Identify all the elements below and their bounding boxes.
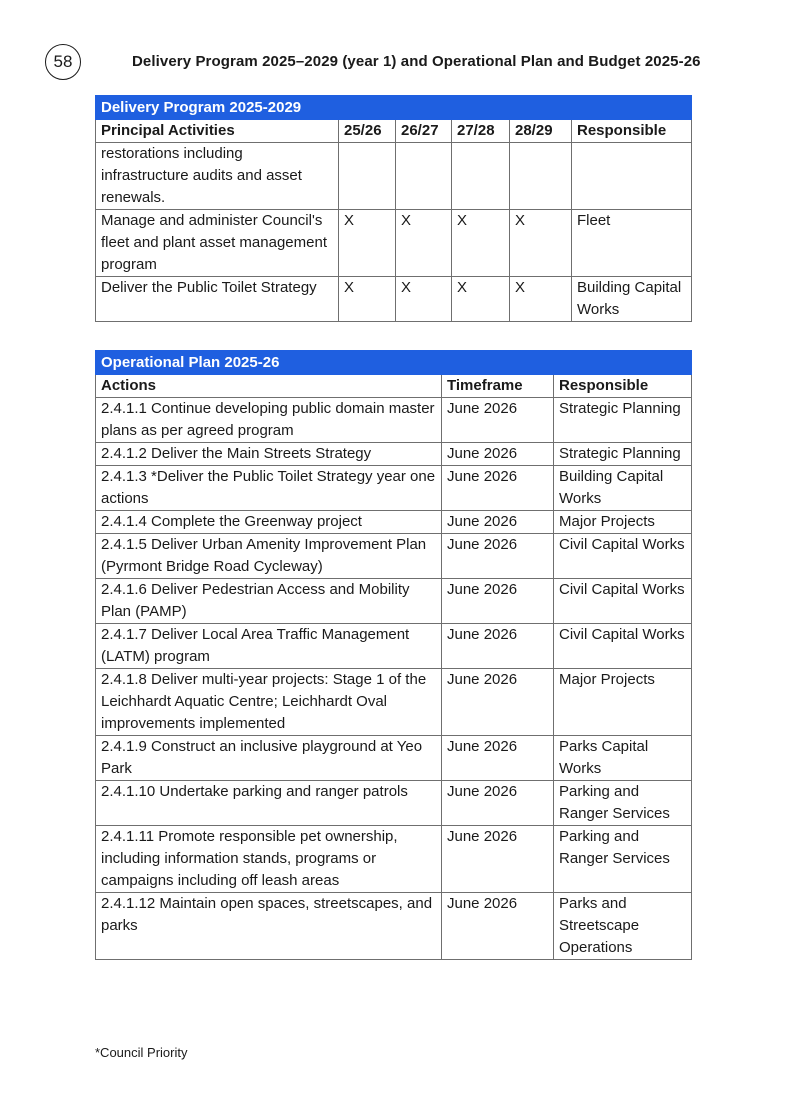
- responsible-cell: [572, 143, 692, 210]
- action-cell: 2.4.1.7 Deliver Local Area Traffic Management (LATM) program: [96, 624, 442, 669]
- action-cell: 2.4.1.5 Deliver Urban Amenity Improvement Plan (Pyrmont Bridge Road Cycleway): [96, 534, 442, 579]
- responsible-cell: Strategic Planning: [554, 398, 692, 443]
- column-header-27-28: 27/28: [452, 120, 510, 143]
- responsible-cell: Strategic Planning: [554, 443, 692, 466]
- year-mark-cell: X: [452, 210, 510, 277]
- year-mark-cell: [452, 143, 510, 210]
- timeframe-cell: June 2026: [442, 398, 554, 443]
- table-row: [96, 579, 692, 624]
- year-mark-cell: X: [396, 210, 452, 277]
- responsible-cell: Civil Capital Works: [554, 534, 692, 579]
- year-mark-cell: [510, 143, 572, 210]
- action-cell: 2.4.1.9 Construct an inclusive playground at Yeo Park: [96, 736, 442, 781]
- year-mark-cell: X: [452, 277, 510, 322]
- action-cell: 2.4.1.3 *Deliver the Public Toilet Strategy year one actions: [96, 466, 442, 511]
- responsible-cell: Civil Capital Works: [554, 579, 692, 624]
- delivery-program-header-row: [96, 120, 692, 143]
- column-header-responsible: Responsible: [554, 375, 692, 398]
- timeframe-cell: June 2026: [442, 511, 554, 534]
- table-row: [96, 143, 692, 210]
- responsible-cell: Major Projects: [554, 511, 692, 534]
- responsible-cell: Major Projects: [554, 669, 692, 736]
- operational-plan-banner-row: [96, 351, 692, 375]
- timeframe-cell: June 2026: [442, 781, 554, 826]
- activity-cell: restorations including infrastructure audits and asset renewals.: [96, 143, 339, 210]
- operational-plan-table: [95, 350, 692, 960]
- timeframe-cell: June 2026: [442, 826, 554, 893]
- table-row: [96, 277, 692, 322]
- action-cell: 2.4.1.10 Undertake parking and ranger patrols: [96, 781, 442, 826]
- timeframe-cell: June 2026: [442, 736, 554, 781]
- table-row: [96, 826, 692, 893]
- year-mark-cell: X: [396, 277, 452, 322]
- operational-plan-rows: [96, 398, 692, 960]
- operational-plan-banner: Operational Plan 2025-26: [96, 351, 692, 375]
- activity-cell: Manage and administer Council's fleet and plant asset management program: [96, 210, 339, 277]
- action-cell: 2.4.1.12 Maintain open spaces, streetscapes, and parks: [96, 893, 442, 960]
- table-row: [96, 669, 692, 736]
- timeframe-cell: June 2026: [442, 579, 554, 624]
- delivery-program-rows: [96, 143, 692, 322]
- delivery-program-table: [95, 95, 692, 322]
- timeframe-cell: June 2026: [442, 466, 554, 511]
- page-number: 58: [45, 44, 81, 80]
- table-row: [96, 781, 692, 826]
- year-mark-cell: X: [339, 277, 396, 322]
- table-row: [96, 443, 692, 466]
- table-row: [96, 210, 692, 277]
- footnote: *Council Priority: [95, 1045, 188, 1060]
- operational-plan-header-row: [96, 375, 692, 398]
- column-header-responsible: Responsible: [572, 120, 692, 143]
- responsible-cell: Civil Capital Works: [554, 624, 692, 669]
- table-row: [96, 624, 692, 669]
- column-header-timeframe: Timeframe: [442, 375, 554, 398]
- responsible-cell: Building Capital Works: [572, 277, 692, 322]
- year-mark-cell: [396, 143, 452, 210]
- table-row: [96, 893, 692, 960]
- page-title: Delivery Program 2025–2029 (year 1) and Operational Plan and Budget 2025-26: [132, 53, 701, 70]
- table-row: [96, 736, 692, 781]
- year-mark-cell: X: [339, 210, 396, 277]
- delivery-program-banner-row: [96, 96, 692, 120]
- timeframe-cell: June 2026: [442, 624, 554, 669]
- action-cell: 2.4.1.4 Complete the Greenway project: [96, 511, 442, 534]
- timeframe-cell: June 2026: [442, 534, 554, 579]
- action-cell: 2.4.1.1 Continue developing public domain master plans as per agreed program: [96, 398, 442, 443]
- column-header-principal-activities: Principal Activities: [96, 120, 339, 143]
- year-mark-cell: [339, 143, 396, 210]
- responsible-cell: Fleet: [572, 210, 692, 277]
- responsible-cell: Building Capital Works: [554, 466, 692, 511]
- column-header-actions: Actions: [96, 375, 442, 398]
- responsible-cell: Parks and Streetscape Operations: [554, 893, 692, 960]
- timeframe-cell: June 2026: [442, 669, 554, 736]
- table-row: [96, 398, 692, 443]
- activity-cell: Deliver the Public Toilet Strategy: [96, 277, 339, 322]
- column-header-26-27: 26/27: [396, 120, 452, 143]
- year-mark-cell: X: [510, 277, 572, 322]
- action-cell: 2.4.1.8 Deliver multi-year projects: Stage 1 of the Leichhardt Aquatic Centre; Leichhardt Oval improvements implemented: [96, 669, 442, 736]
- action-cell: 2.4.1.11 Promote responsible pet ownership, including information stands, programs or campaigns including off leash areas: [96, 826, 442, 893]
- timeframe-cell: June 2026: [442, 443, 554, 466]
- action-cell: 2.4.1.2 Deliver the Main Streets Strategy: [96, 443, 442, 466]
- column-header-25-26: 25/26: [339, 120, 396, 143]
- delivery-program-banner: Delivery Program 2025-2029: [96, 96, 692, 120]
- table-row: [96, 511, 692, 534]
- table-row: [96, 466, 692, 511]
- action-cell: 2.4.1.6 Deliver Pedestrian Access and Mobility Plan (PAMP): [96, 579, 442, 624]
- column-header-28-29: 28/29: [510, 120, 572, 143]
- timeframe-cell: June 2026: [442, 893, 554, 960]
- table-row: [96, 534, 692, 579]
- responsible-cell: Parks Capital Works: [554, 736, 692, 781]
- year-mark-cell: X: [510, 210, 572, 277]
- responsible-cell: Parking and Ranger Services: [554, 781, 692, 826]
- responsible-cell: Parking and Ranger Services: [554, 826, 692, 893]
